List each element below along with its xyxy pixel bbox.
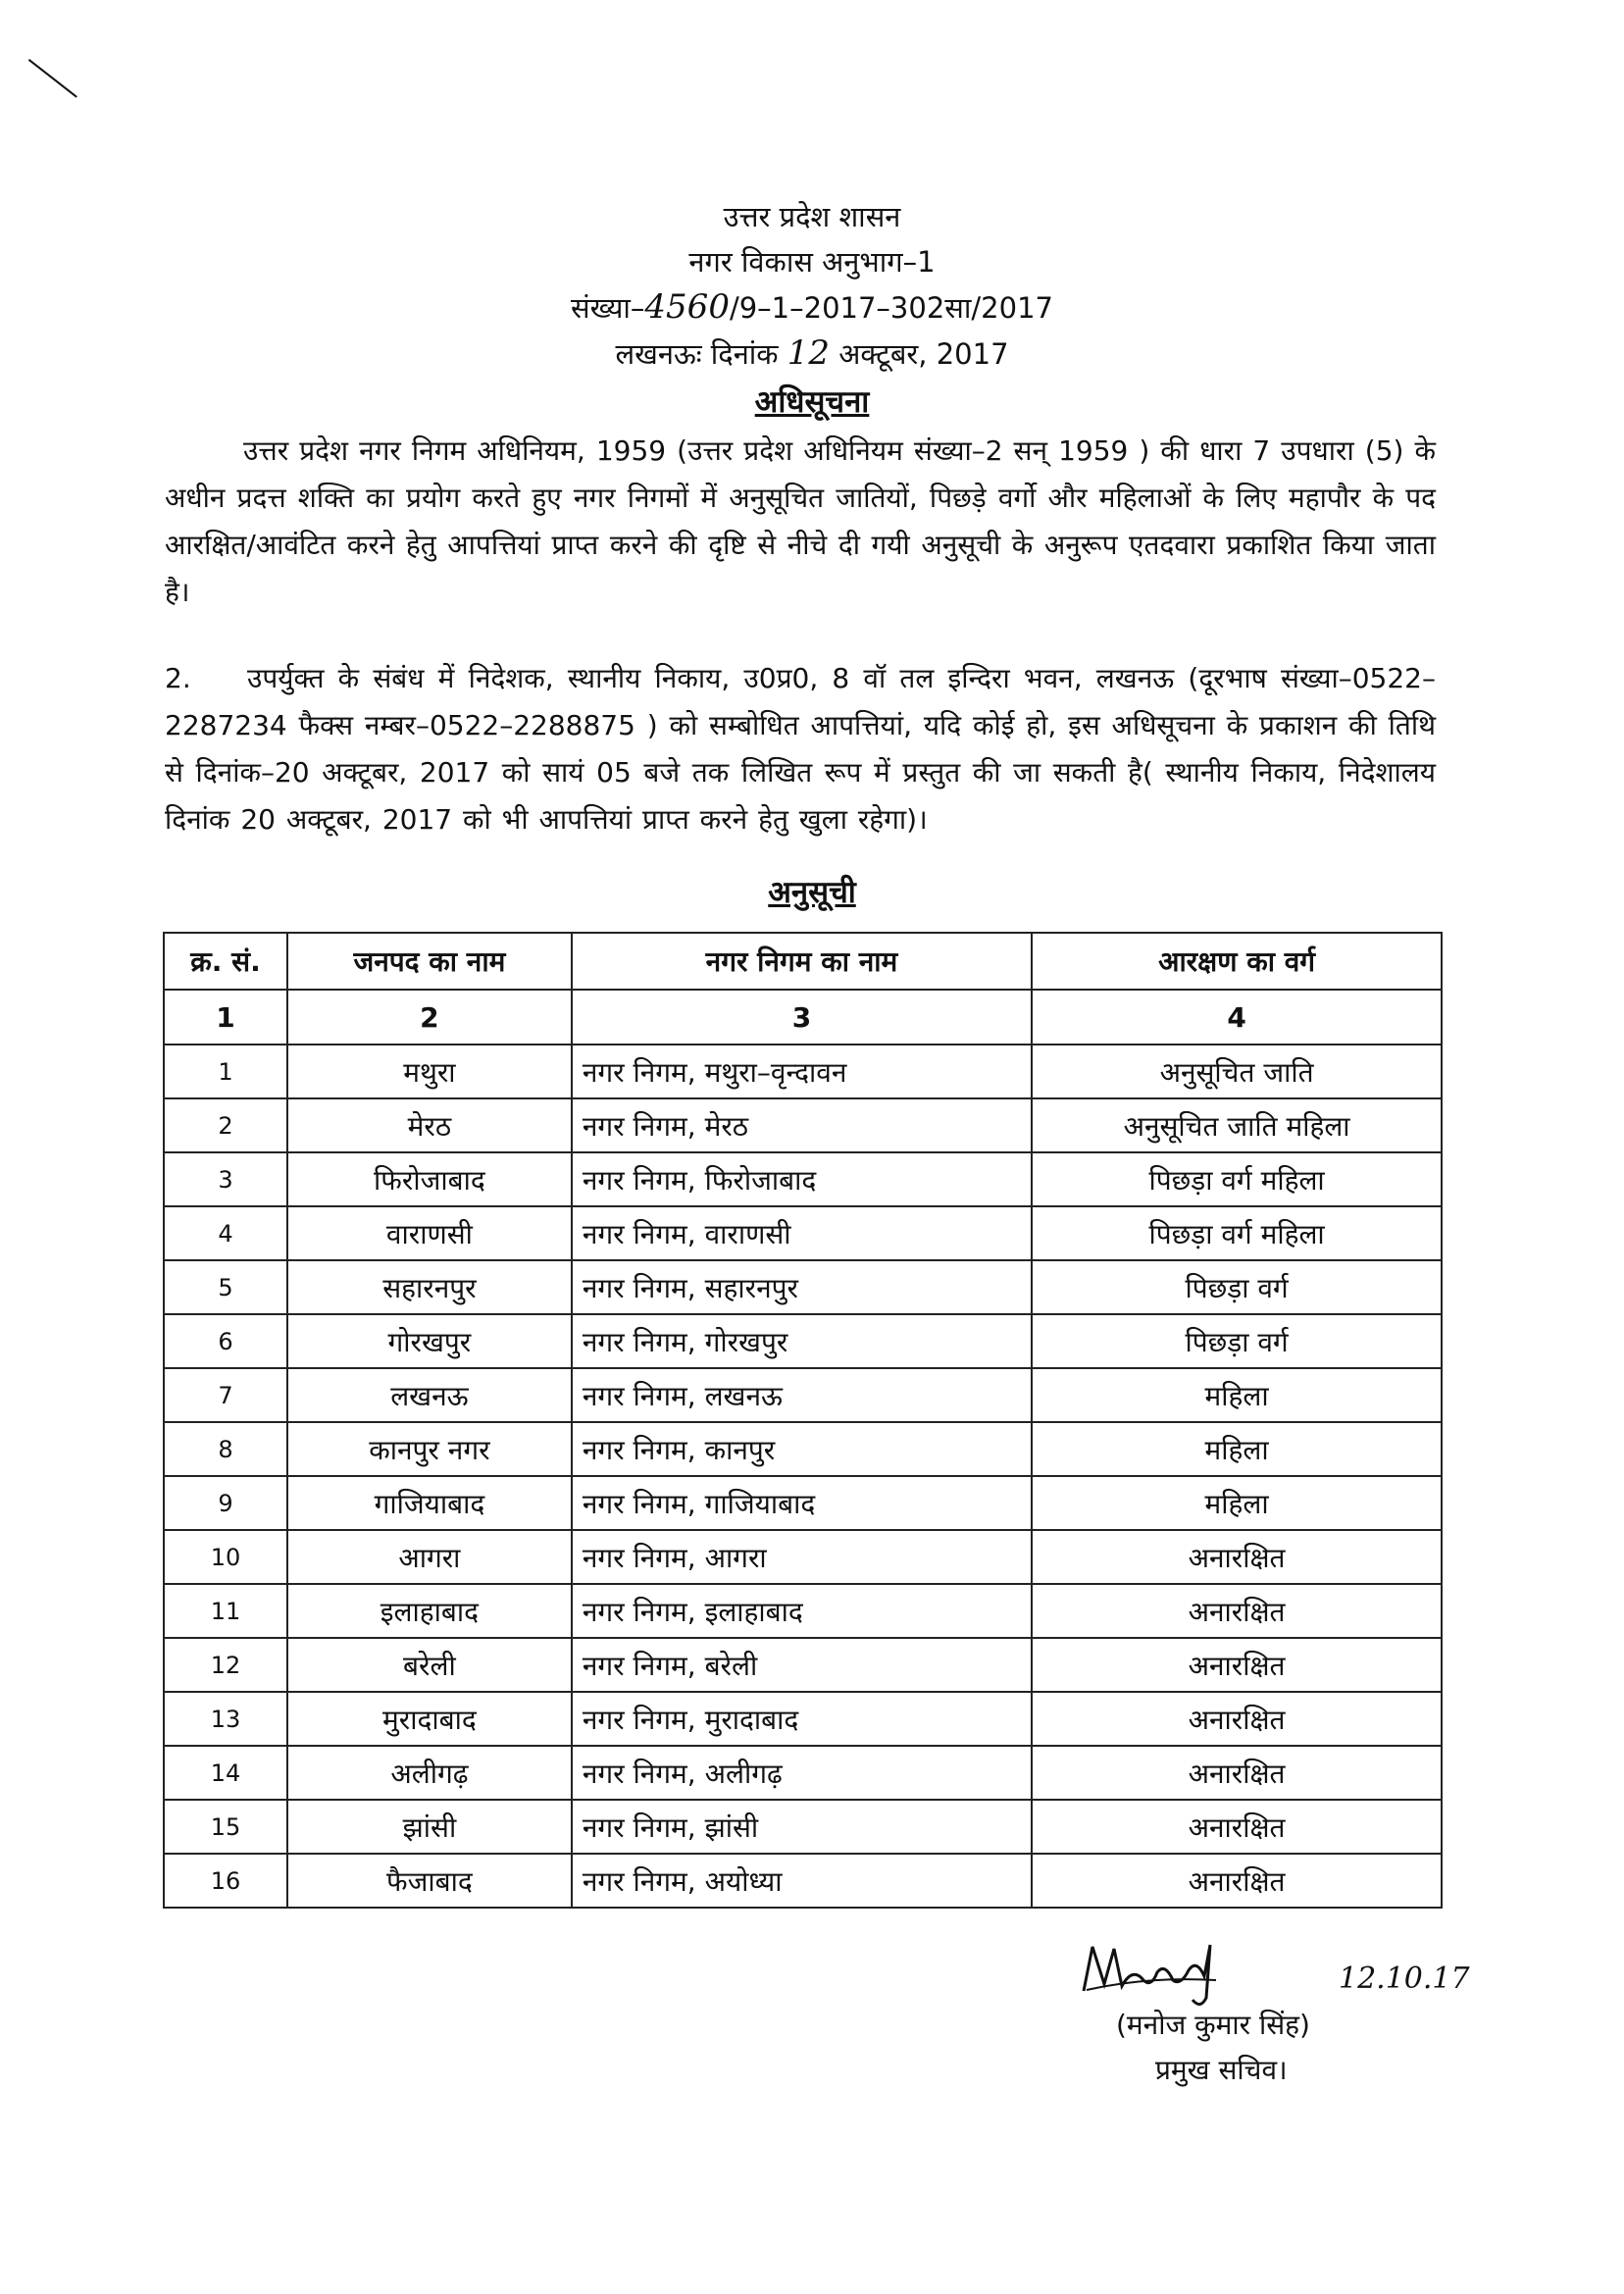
cell-serial: 14 [164, 1746, 287, 1800]
cell-municipal-corporation: नगर निगम, आगरा [572, 1530, 1032, 1584]
cell-municipal-corporation: नगर निगम, इलाहाबाद [572, 1584, 1032, 1638]
issue-date: लखनऊः दिनांक 12 अक्टूबर, 2017 [615, 333, 1009, 373]
cell-district: गाजियाबाद [287, 1476, 572, 1530]
paragraph-1: उत्तर प्रदेश नगर निगम अधिनियम, 1959 (उत्तर प्रदेश अधिनियम संख्या–2 सन् 1959 ) की धारा 7 उपधारा (5) के अधीन प्रदत्त शक्ति का प्रयोग करते हुए नगर निगमों में अनुसूचित जातियों, पिछड़े वर्गो और महिलाओं के लिए महापौर के पद आरक्षित/आवंटित करने हेतु आपत्तियां प्राप्त करने की दृष्टि से नीचे दी गयी अनुसूची के अनुरूप एतदवारा प्रकाशित किया जाता है। [165, 434, 1436, 608]
table-row [164, 1530, 1442, 1584]
cell-municipal-corporation: नगर निगम, झांसी [572, 1800, 1032, 1854]
cell-district: मथुरा [287, 1045, 572, 1098]
cell-serial: 4 [164, 1206, 287, 1260]
table-row [164, 1584, 1442, 1638]
cell-reservation-category: पिछड़ा वर्ग [1032, 1260, 1442, 1314]
cell-reservation-category: अनारक्षित [1032, 1584, 1442, 1638]
cell-serial: 2 [164, 1098, 287, 1152]
corner-pen-mark [28, 59, 77, 98]
cell-reservation-category: अनुसूचित जाति महिला [1032, 1098, 1442, 1152]
header-district: जनपद का नाम [287, 933, 572, 990]
document-header [0, 194, 1624, 377]
cell-serial: 9 [164, 1476, 287, 1530]
schedule-title: अनुसूची [768, 875, 856, 910]
header-serial: क्र. सं. [164, 933, 287, 990]
table-row [164, 1098, 1442, 1152]
cell-municipal-corporation: नगर निगम, अलीगढ़ [572, 1746, 1032, 1800]
cell-district: लखनऊ [287, 1368, 572, 1422]
notification-title: अधिसूचना [754, 384, 870, 420]
table-row [164, 1854, 1442, 1908]
cell-reservation-category: अनारक्षित [1032, 1854, 1442, 1908]
table-row [164, 1368, 1442, 1422]
table-row [164, 1206, 1442, 1260]
signatory-designation: प्रमुख सचिव। [1155, 2054, 1288, 2086]
reference-number: संख्या–4560/9–1–2017–302सा/2017 [571, 287, 1053, 327]
table-row [164, 1692, 1442, 1746]
paragraph-2 [165, 655, 1436, 843]
government-name: उत्तर प्रदेश शासन [723, 200, 901, 233]
table-header-row [164, 933, 1442, 990]
cell-serial: 5 [164, 1260, 287, 1314]
cell-municipal-corporation: नगर निगम, गोरखपुर [572, 1314, 1032, 1368]
cell-serial: 16 [164, 1854, 287, 1908]
table-row [164, 1260, 1442, 1314]
cell-reservation-category: महिला [1032, 1476, 1442, 1530]
cell-district: मुरादाबाद [287, 1692, 572, 1746]
cell-district: फिरोजाबाद [287, 1152, 572, 1206]
cell-serial: 7 [164, 1368, 287, 1422]
cell-serial: 13 [164, 1692, 287, 1746]
cell-district: गोरखपुर [287, 1314, 572, 1368]
cell-district: बरेली [287, 1638, 572, 1692]
cell-district: आगरा [287, 1530, 572, 1584]
table-row [164, 1476, 1442, 1530]
cell-municipal-corporation: नगर निगम, सहारनपुर [572, 1260, 1032, 1314]
department-name: नगर विकास अनुभाग–1 [688, 245, 936, 279]
table-row [164, 1314, 1442, 1368]
cell-district: झांसी [287, 1800, 572, 1854]
cell-municipal-corporation: नगर निगम, वाराणसी [572, 1206, 1032, 1260]
cell-reservation-category: अनारक्षित [1032, 1530, 1442, 1584]
header-reservation-category: आरक्षण का वर्ग [1032, 933, 1442, 990]
cell-municipal-corporation: नगर निगम, बरेली [572, 1638, 1032, 1692]
cell-district: सहारनपुर [287, 1260, 572, 1314]
cell-reservation-category: महिला [1032, 1422, 1442, 1476]
cell-serial: 8 [164, 1422, 287, 1476]
cell-reservation-category: महिला [1032, 1368, 1442, 1422]
table-row [164, 1422, 1442, 1476]
cell-reservation-category: अनुसूचित जाति [1032, 1045, 1442, 1098]
cell-municipal-corporation: नगर निगम, मथुरा–वृन्दावन [572, 1045, 1032, 1098]
cell-reservation-category: पिछड़ा वर्ग महिला [1032, 1152, 1442, 1206]
cell-serial: 12 [164, 1638, 287, 1692]
cell-serial: 11 [164, 1584, 287, 1638]
cell-district: इलाहाबाद [287, 1584, 572, 1638]
cell-district: वाराणसी [287, 1206, 572, 1260]
signatory-name: (मनोज कुमार सिंह) [1116, 2009, 1310, 2041]
table-row [164, 1638, 1442, 1692]
cell-municipal-corporation: नगर निगम, लखनऊ [572, 1368, 1032, 1422]
cell-reservation-category: अनारक्षित [1032, 1800, 1442, 1854]
table-row [164, 1746, 1442, 1800]
handwritten-ref-number: 4560 [644, 287, 730, 327]
cell-municipal-corporation: नगर निगम, मुरादाबाद [572, 1692, 1032, 1746]
paragraph-2-text: उपर्युक्त के संबंध में निदेशक, स्थानीय निकाय, उ0प्र0, 8 वॉ तल इन्दिरा भवन, लखनऊ (दूरभाष संख्या–0522–2287234 फैक्स नम्बर–0522–2288875 ) को सम्बोधित आपत्तियां, यदि कोई हो, इस अधिसूचना के प्रकाशन की तिथि से दिनांक–20 अक्टूबर, 2017 को सायं 05 बजे तक लिखित रूप में प्रस्तुत की जा सकती है( स्थानीय निकाय, निदेशालय दिनांक 20 अक्टूबर, 2017 को भी आपत्तियां प्राप्त करने हेतु खुला रहेगा)। [165, 662, 1436, 836]
table-row [164, 1152, 1442, 1206]
cell-serial: 1 [164, 1045, 287, 1098]
cell-serial: 6 [164, 1314, 287, 1368]
cell-district: कानपुर नगर [287, 1422, 572, 1476]
cell-municipal-corporation: नगर निगम, मेरठ [572, 1098, 1032, 1152]
column-number-row: 1 2 3 4 [164, 990, 1442, 1045]
cell-serial: 10 [164, 1530, 287, 1584]
signatory-block [1116, 2003, 1310, 2093]
cell-district: फैजाबाद [287, 1854, 572, 1908]
signature-date: 12.10.17 [1339, 1962, 1470, 1996]
cell-municipal-corporation: नगर निगम, अयोध्या [572, 1854, 1032, 1908]
cell-reservation-category: पिछड़ा वर्ग [1032, 1314, 1442, 1368]
cell-municipal-corporation: नगर निगम, कानपुर [572, 1422, 1032, 1476]
cell-serial: 3 [164, 1152, 287, 1206]
cell-serial: 15 [164, 1800, 287, 1854]
schedule-table [163, 932, 1443, 1909]
cell-reservation-category: अनारक्षित [1032, 1746, 1442, 1800]
cell-reservation-category: अनारक्षित [1032, 1638, 1442, 1692]
cell-reservation-category: अनारक्षित [1032, 1692, 1442, 1746]
cell-municipal-corporation: नगर निगम, गाजियाबाद [572, 1476, 1032, 1530]
handwritten-date-day: 12 [787, 333, 831, 373]
table-row [164, 1045, 1442, 1098]
paragraph-number: 2. [165, 662, 191, 694]
cell-reservation-category: पिछड़ा वर्ग महिला [1032, 1206, 1442, 1260]
cell-municipal-corporation: नगर निगम, फिरोजाबाद [572, 1152, 1032, 1206]
cell-district: मेरठ [287, 1098, 572, 1152]
cell-district: अलीगढ़ [287, 1746, 572, 1800]
table-row [164, 1800, 1442, 1854]
header-municipal-corporation: नगर निगम का नाम [572, 933, 1032, 990]
